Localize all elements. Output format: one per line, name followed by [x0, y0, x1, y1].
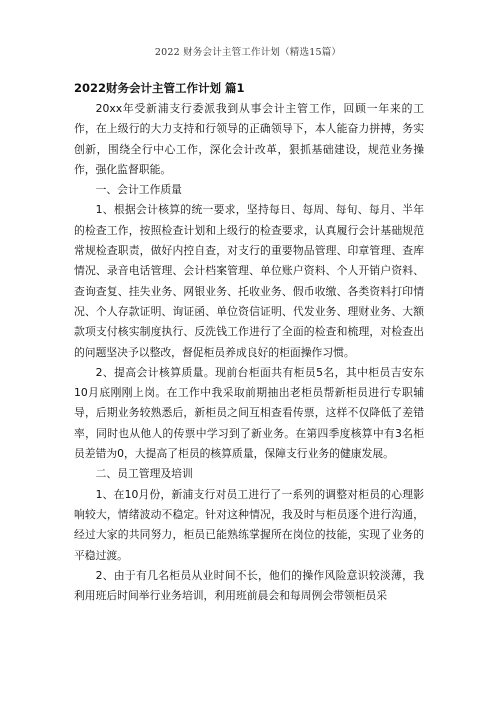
paragraph-inspection: 1、根据会计核算的统一要求，坚持每日、每周、每旬、每月、半年的检查工作，按照检查计划和上级行的检查要求，认真履行会计基础规范常规检查职责，做好内控自查，对支行的重要物品管理、印章管理、查库情况、录音电话管理、会计档案管理、单位账户资料、个人开销户资料、查询查复、挂失业务、网银业务、托收业务、假币收缴、各类资料打印情况、个人存款证明、询证函、单位资信证明、代发业务、理财业务、大额款项支付核实制度执行、反洗钱工作进行了全面的检查和梳理，对检查出的问题坚决予以整改，督促柜员养成良好的柜面操作习惯。: [74, 203, 424, 359]
section-heading-staff-training: 二、员工管理及培训: [95, 467, 193, 481]
intro-paragraph: 20xx年受新浦支行委派我到从事会计主管工作，回顾一年来的工作，在上级行的大力支持和行领导的正确领导下，本人能奋力拼搏，务实创新，围绕全行中心工作，深化会计改革，狠抓基础建设，规范业务操作，强化监督职能。: [74, 102, 424, 176]
paragraph-staff-adjustment: 1、在10月份，新浦支行对员工进行了一系列的调整对柜员的心理影响较大，情绪波动不稳定。针对这种情况，我及时与柜员逐个进行沟通，经过大家的共同努力，柜员已能熟练掌握所在岗位的技能，实现了业务的平稳过渡。: [74, 487, 424, 562]
document-body: [74, 78, 424, 606]
page-header: 2022 财务会计主管工作计划（精选15篇）: [154, 47, 342, 58]
section-heading-work-quality: 一、会计工作质量: [95, 183, 182, 197]
paragraph-training: 2、由于有几名柜员从业时间不长，他们的操作风险意识较淡薄，我利用班后时间举行业务培训，利用班前晨会和每周例会带领柜员采: [74, 568, 424, 603]
paragraph-accounting-quality: 2、提高会计核算质量。现前台柜面共有柜员5名，其中柜员吉安东10月底刚刚上岗。在工作中我采取前期抽出老柜员帮新柜员进行专职辅导，后期业务较熟悉后，新柜员之间互相查看传票，这样不仅降低了差错率，同时也从他人的传票中学习到了新业务。在第四季度核算中有3名柜员差错为0，大提高了柜员的核算质量，保障支行业务的健康发展。: [74, 365, 424, 461]
article-title: 2022财务会计主管工作计划 篇1: [74, 81, 245, 95]
